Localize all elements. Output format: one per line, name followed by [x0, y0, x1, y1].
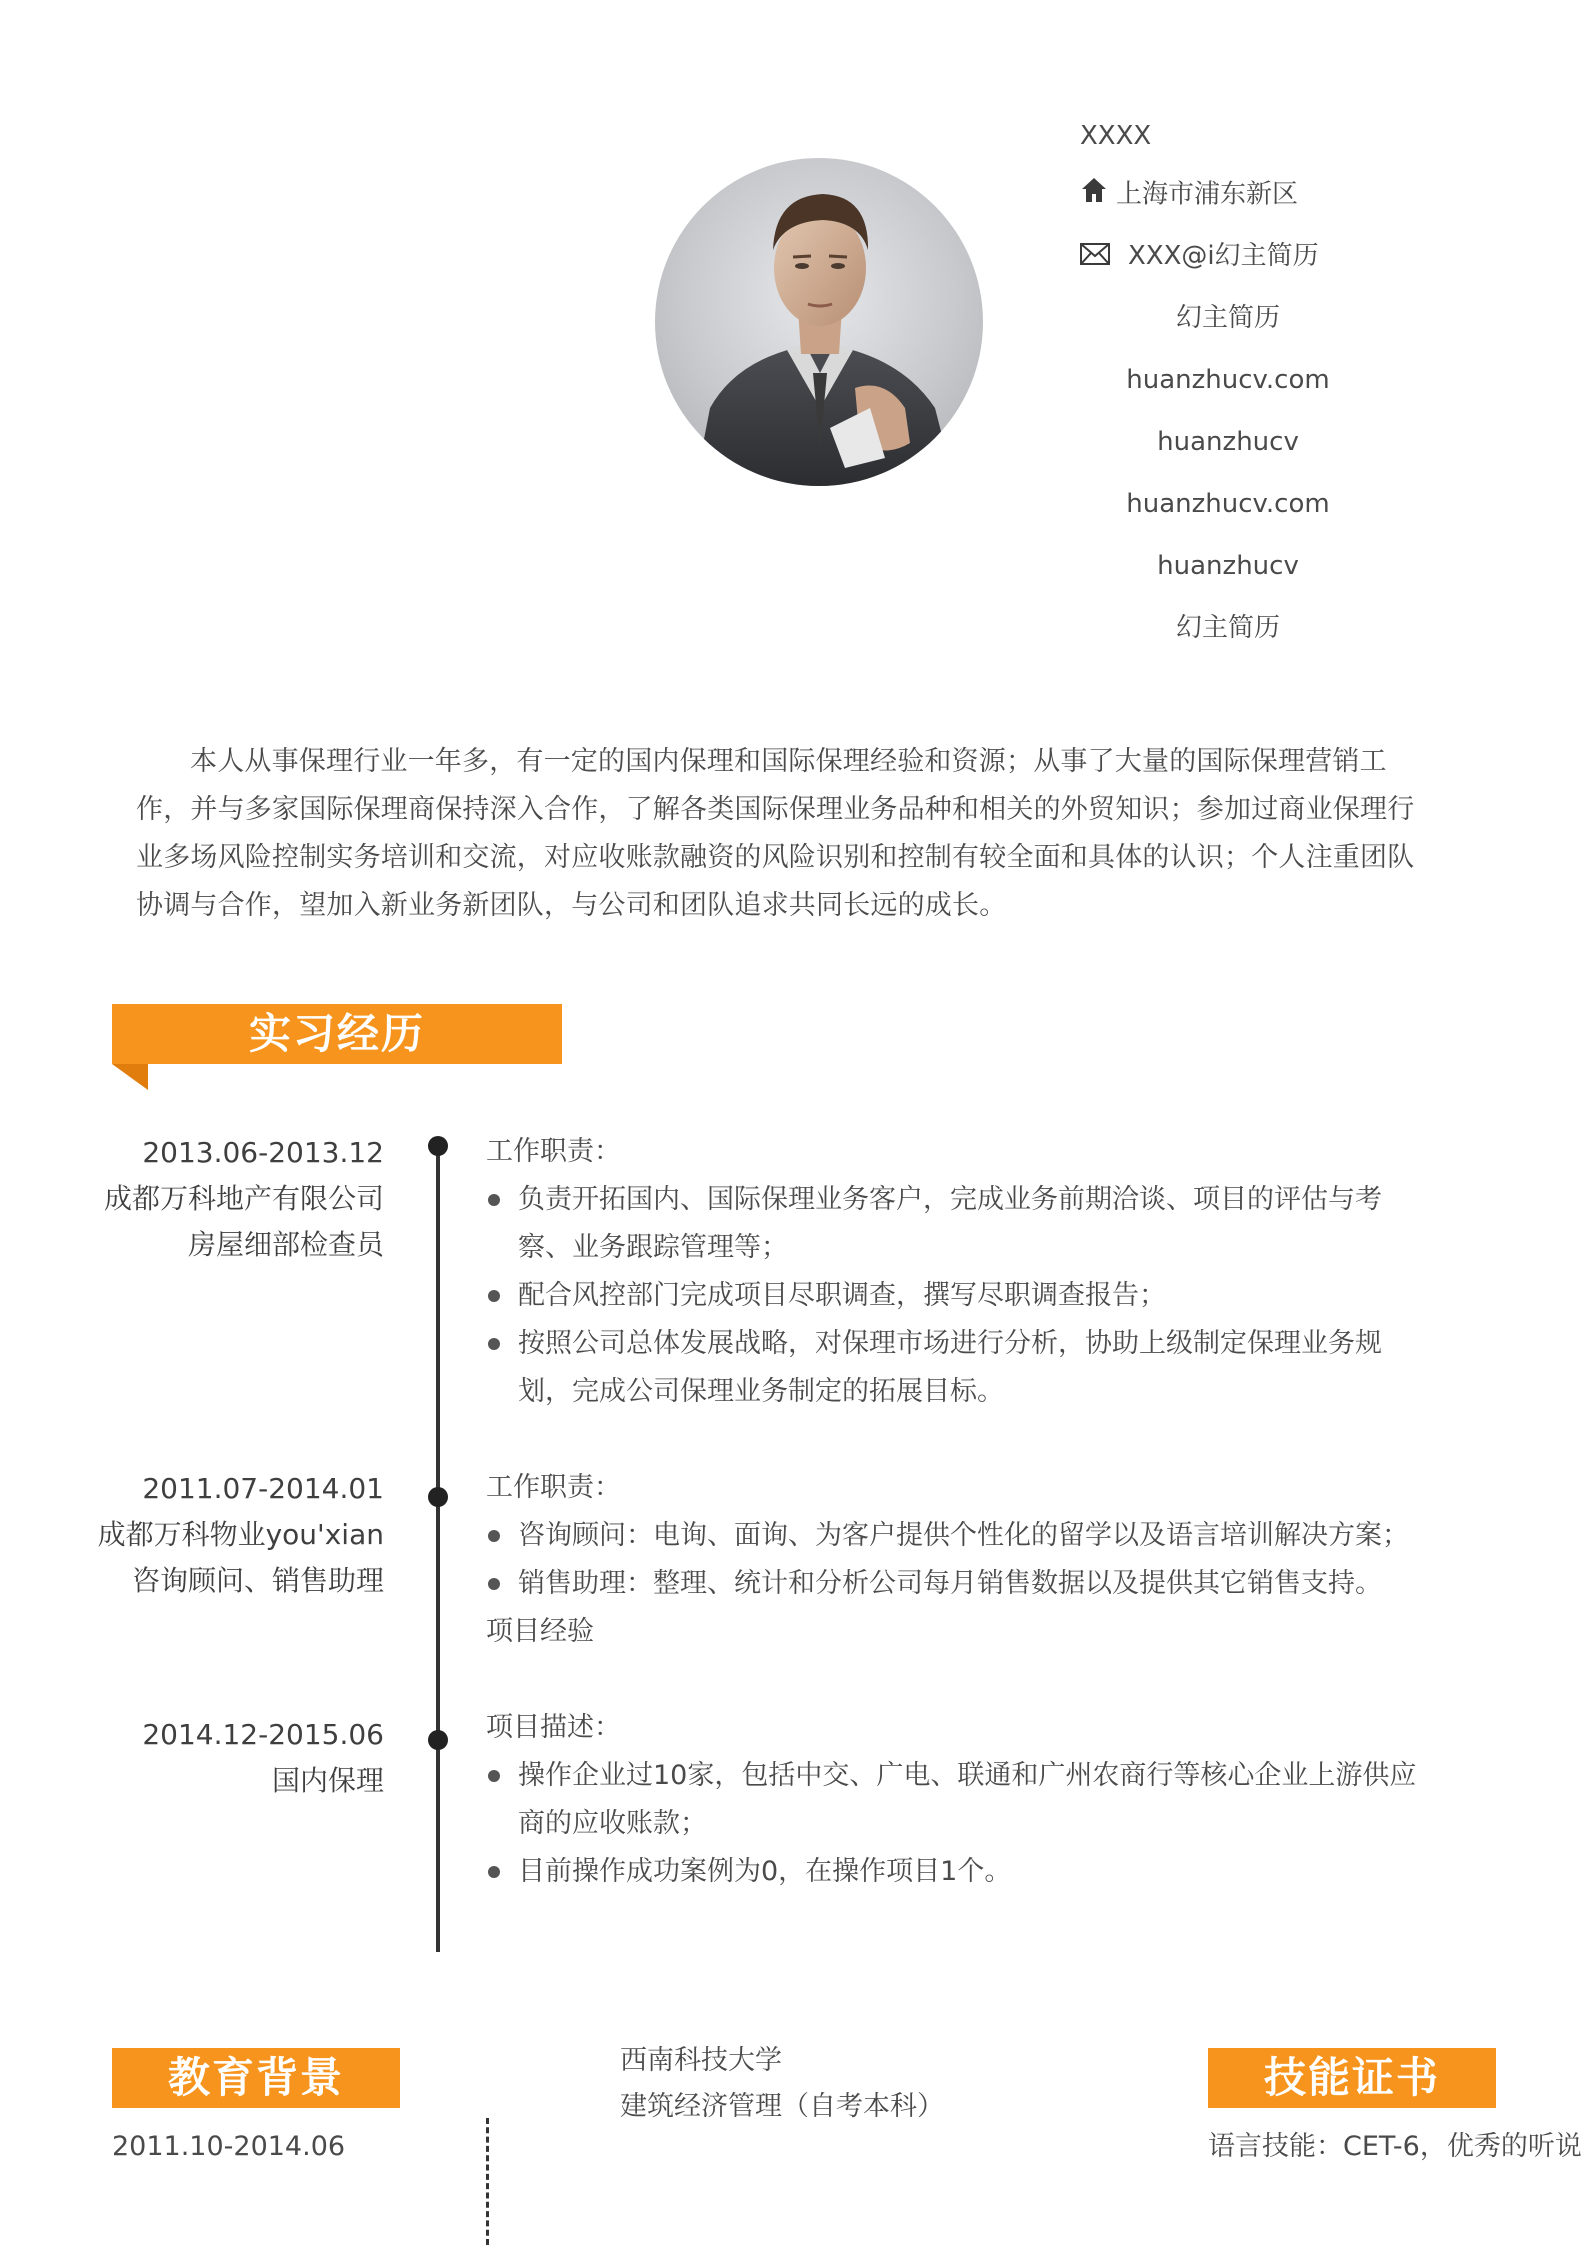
entry-date: 2013.06-2013.12 [142, 1136, 384, 1169]
self-summary: 本人从事保理行业一年多，有一定的国内保理和国际保理经验和资源；从事了大量的国际保理营销工作，并与多家国际保理商保持深入合作，了解各类国际保理业务品种和相关的外贸知识；参加过商业保理行业多场风险控制实务培训和交流，对应收账款融资的风险识别和控制有较全面和具体的认识；个人注重团队协调与合作，望加入新业务新团队，与公司和团队追求共同长远的成长。 [136, 746, 1415, 921]
envelope-icon [1080, 239, 1110, 275]
timeline-entry-detail [486, 1128, 1426, 1416]
timeline-dot [428, 1730, 448, 1750]
entry-role: 房屋细部检查员 [187, 1228, 384, 1261]
skill-language: 语言技能：CET-6，优秀的听说 [1208, 2131, 1582, 2162]
info-line: huanzhucv [1157, 551, 1299, 581]
dashed-divider [486, 2118, 489, 2245]
email-row [1080, 238, 1480, 275]
timeline-entry-meta [0, 1130, 384, 1268]
list-item: 负责开拓国内、国际保理业务客户，完成业务前期洽谈、项目的评估与考察、业务跟踪管理等； [486, 1176, 1426, 1272]
entry-company: 成都万科地产有限公司 [103, 1182, 384, 1215]
list-item: 配合风控部门完成项目尽职调查，撰写尽职调查报告； [486, 1272, 1426, 1320]
address-row [1080, 176, 1480, 214]
education-school: 西南科技大学 [620, 2045, 782, 2076]
skills-section-title: 技能证书 [1208, 2048, 1496, 2108]
internship-section-header [112, 1004, 562, 1090]
entry-company: 成都万科物业you'xian [97, 1518, 384, 1551]
timeline-line [436, 1140, 440, 1952]
home-icon [1080, 176, 1108, 214]
info-line: 幻主简历 [1175, 613, 1280, 643]
entry-role: 咨询顾问、销售助理 [131, 1564, 384, 1597]
education-major: 建筑经济管理（自考本科） [620, 2091, 944, 2122]
timeline-dot [428, 1487, 448, 1507]
info-line: huanzhucv.com [1126, 489, 1330, 519]
profile-photo [655, 158, 983, 486]
list-item: 销售助理：整理、统计和分析公司每月销售数据以及提供其它销售支持。 [486, 1560, 1426, 1608]
list-item: 咨询顾问：电询、面询、为客户提供个性化的留学以及语言培训解决方案； [486, 1512, 1426, 1560]
list-item: 操作企业过10家，包括中交、广电、联通和广州农商行等核心企业上游供应商的应收账款； [486, 1752, 1426, 1848]
candidate-name: XXXX [1080, 121, 1152, 151]
entry-heading: 工作职责： [486, 1472, 621, 1503]
entry-footer: 项目经验 [486, 1616, 594, 1647]
timeline-entry-meta [0, 1466, 384, 1604]
education-date: 2011.10-2014.06 [112, 2131, 346, 2162]
entry-heading: 工作职责： [486, 1136, 621, 1167]
info-line: 幻主简历 [1175, 303, 1280, 333]
timeline-entry-detail [486, 1704, 1426, 1896]
timeline-dot [428, 1136, 448, 1156]
email-text: XXX@i幻主简历 [1128, 241, 1319, 271]
info-line: huanzhucv [1157, 427, 1299, 457]
entry-heading: 项目描述： [486, 1712, 621, 1743]
timeline-entry-meta [0, 1712, 384, 1804]
entry-date: 2014.12-2015.06 [142, 1718, 384, 1751]
list-item: 按照公司总体发展战略，对保理市场进行分析，协助上级制定保理业务规划，完成公司保理业务制定的拓展目标。 [486, 1320, 1426, 1416]
info-line: huanzhucv.com [1126, 365, 1330, 395]
entry-company: 国内保理 [271, 1764, 384, 1797]
education-section-title: 教育背景 [112, 2048, 400, 2108]
ribbon-fold [112, 1064, 148, 1090]
entry-date: 2011.07-2014.01 [142, 1472, 384, 1505]
list-item: 目前操作成功案例为0，在操作项目1个。 [486, 1848, 1426, 1896]
person-portrait-icon [655, 158, 983, 486]
section-title: 实习经历 [112, 1004, 562, 1064]
address-text: 上海市浦东新区 [1116, 179, 1299, 210]
timeline-entry-detail [486, 1464, 1426, 1656]
